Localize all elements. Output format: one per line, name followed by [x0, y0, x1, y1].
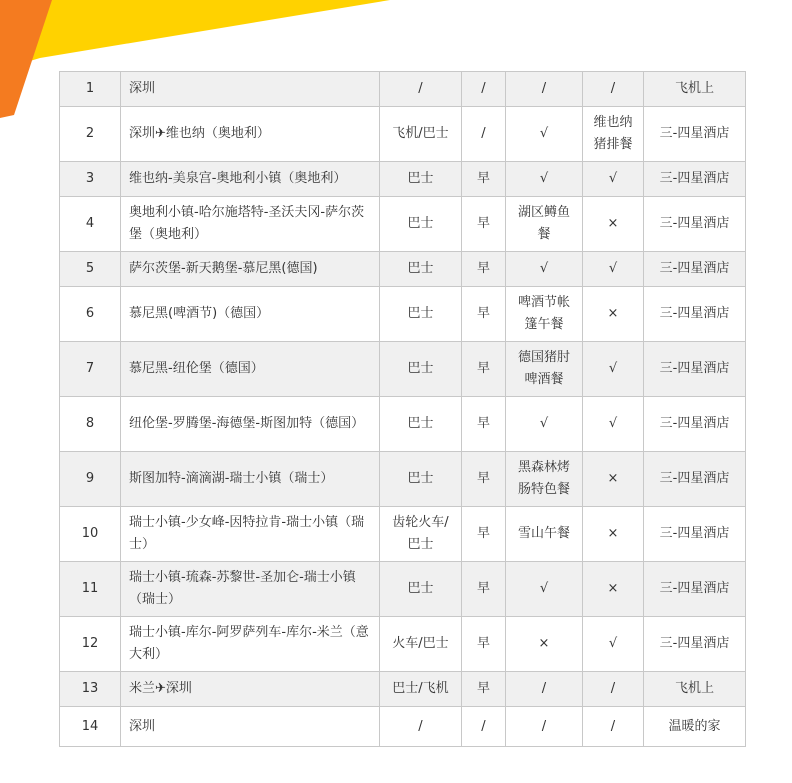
cell-breakfast: 早: [462, 252, 506, 287]
cell-day: 4: [60, 197, 121, 252]
cell-day: 14: [60, 707, 121, 747]
cell-day: 13: [60, 672, 121, 707]
cell-route: 纽伦堡-罗腾堡-海德堡-斯图加特（德国）: [121, 397, 380, 452]
cell-hotel: 三-四星酒店: [644, 287, 746, 342]
cell-breakfast: /: [462, 707, 506, 747]
cell-hotel: 三-四星酒店: [644, 507, 746, 562]
cell-lunch: 雪山午餐: [506, 507, 583, 562]
cell-lunch: √: [506, 562, 583, 617]
cell-transport: 巴士/飞机: [380, 672, 462, 707]
cell-lunch: /: [506, 672, 583, 707]
cell-dinner: /: [583, 707, 644, 747]
table-row: [60, 397, 746, 452]
cell-route: 深圳✈维也纳（奥地利）: [121, 107, 380, 162]
cell-route: 萨尔茨堡-新天鹅堡-慕尼黑(德国): [121, 252, 380, 287]
cell-breakfast: 早: [462, 617, 506, 672]
cell-day: 3: [60, 162, 121, 197]
table-row: [60, 452, 746, 507]
cell-hotel: 三-四星酒店: [644, 197, 746, 252]
table-row: [60, 617, 746, 672]
cell-route: 瑞士小镇-琉森-苏黎世-圣加仑-瑞士小镇（瑞士）: [121, 562, 380, 617]
cell-hotel: 三-四星酒店: [644, 252, 746, 287]
cell-transport: 齿轮火车/巴士: [380, 507, 462, 562]
table-row: [60, 342, 746, 397]
table-row: [60, 562, 746, 617]
cell-transport: /: [380, 72, 462, 107]
table-row: [60, 197, 746, 252]
cell-transport: 巴士: [380, 397, 462, 452]
cell-dinner: √: [583, 617, 644, 672]
cell-dinner: ×: [583, 452, 644, 507]
cell-dinner: 维也纳猪排餐: [583, 107, 644, 162]
cell-dinner: ×: [583, 287, 644, 342]
cell-day: 11: [60, 562, 121, 617]
cell-breakfast: 早: [462, 342, 506, 397]
cell-dinner: /: [583, 72, 644, 107]
cell-hotel: 三-四星酒店: [644, 617, 746, 672]
cell-day: 7: [60, 342, 121, 397]
cell-dinner: √: [583, 252, 644, 287]
cell-dinner: √: [583, 342, 644, 397]
cell-breakfast: /: [462, 107, 506, 162]
cell-lunch: 德国猪肘啤酒餐: [506, 342, 583, 397]
cell-lunch: 黑森林烤肠特色餐: [506, 452, 583, 507]
cell-route: 奥地利小镇-哈尔施塔特-圣沃夫冈-萨尔茨堡（奥地利）: [121, 197, 380, 252]
cell-breakfast: 早: [462, 672, 506, 707]
itinerary-table: [59, 71, 746, 747]
cell-lunch: /: [506, 72, 583, 107]
itinerary-body: [60, 72, 746, 747]
table-row: [60, 162, 746, 197]
table-row: [60, 707, 746, 747]
cell-transport: 巴士: [380, 252, 462, 287]
yellow-stripe: [0, 0, 390, 70]
cell-hotel: 三-四星酒店: [644, 107, 746, 162]
cell-route: 维也纳-美泉宫-奥地利小镇（奥地利）: [121, 162, 380, 197]
cell-lunch: 湖区鳟鱼餐: [506, 197, 583, 252]
cell-lunch: /: [506, 707, 583, 747]
cell-route: 深圳: [121, 707, 380, 747]
cell-transport: /: [380, 707, 462, 747]
cell-dinner: ×: [583, 197, 644, 252]
cell-day: 5: [60, 252, 121, 287]
cell-hotel: 三-四星酒店: [644, 342, 746, 397]
cell-lunch: 啤酒节帐篷午餐: [506, 287, 583, 342]
cell-day: 10: [60, 507, 121, 562]
cell-lunch: ×: [506, 617, 583, 672]
cell-day: 12: [60, 617, 121, 672]
cell-day: 6: [60, 287, 121, 342]
table-row: [60, 287, 746, 342]
cell-dinner: √: [583, 162, 644, 197]
cell-hotel: 飞机上: [644, 672, 746, 707]
cell-hotel: 三-四星酒店: [644, 162, 746, 197]
cell-route: 瑞士小镇-少女峰-因特拉肯-瑞士小镇（瑞士）: [121, 507, 380, 562]
cell-dinner: /: [583, 672, 644, 707]
cell-route: 慕尼黑(啤酒节)（德国）: [121, 287, 380, 342]
cell-route: 瑞士小镇-库尔-阿罗萨列车-库尔-米兰（意大利）: [121, 617, 380, 672]
cell-transport: 巴士: [380, 287, 462, 342]
cell-route: 斯图加特-滴滴湖-瑞士小镇（瑞士）: [121, 452, 380, 507]
cell-breakfast: 早: [462, 162, 506, 197]
cell-breakfast: 早: [462, 452, 506, 507]
cell-transport: 飞机/巴士: [380, 107, 462, 162]
cell-hotel: 飞机上: [644, 72, 746, 107]
table-row: [60, 252, 746, 287]
cell-breakfast: 早: [462, 287, 506, 342]
cell-lunch: √: [506, 252, 583, 287]
cell-day: 9: [60, 452, 121, 507]
cell-dinner: ×: [583, 562, 644, 617]
cell-breakfast: 早: [462, 562, 506, 617]
cell-transport: 巴士: [380, 197, 462, 252]
cell-transport: 巴士: [380, 162, 462, 197]
table-row: [60, 507, 746, 562]
cell-dinner: ×: [583, 507, 644, 562]
cell-route: 深圳: [121, 72, 380, 107]
table-row: [60, 72, 746, 107]
cell-transport: 巴士: [380, 342, 462, 397]
cell-dinner: √: [583, 397, 644, 452]
cell-transport: 巴士: [380, 562, 462, 617]
cell-lunch: √: [506, 162, 583, 197]
cell-hotel: 温暖的家: [644, 707, 746, 747]
cell-hotel: 三-四星酒店: [644, 397, 746, 452]
cell-lunch: √: [506, 107, 583, 162]
cell-hotel: 三-四星酒店: [644, 452, 746, 507]
cell-breakfast: 早: [462, 197, 506, 252]
orange-triangle: [0, 0, 52, 118]
cell-route: 慕尼黑-纽伦堡（德国）: [121, 342, 380, 397]
cell-route: 米兰✈深圳: [121, 672, 380, 707]
cell-transport: 巴士: [380, 452, 462, 507]
cell-day: 8: [60, 397, 121, 452]
cell-day: 2: [60, 107, 121, 162]
cell-hotel: 三-四星酒店: [644, 562, 746, 617]
cell-day: 1: [60, 72, 121, 107]
cell-lunch: √: [506, 397, 583, 452]
table-row: [60, 672, 746, 707]
table-row: [60, 107, 746, 162]
cell-transport: 火车/巴士: [380, 617, 462, 672]
cell-breakfast: 早: [462, 507, 506, 562]
cell-breakfast: /: [462, 72, 506, 107]
cell-breakfast: 早: [462, 397, 506, 452]
